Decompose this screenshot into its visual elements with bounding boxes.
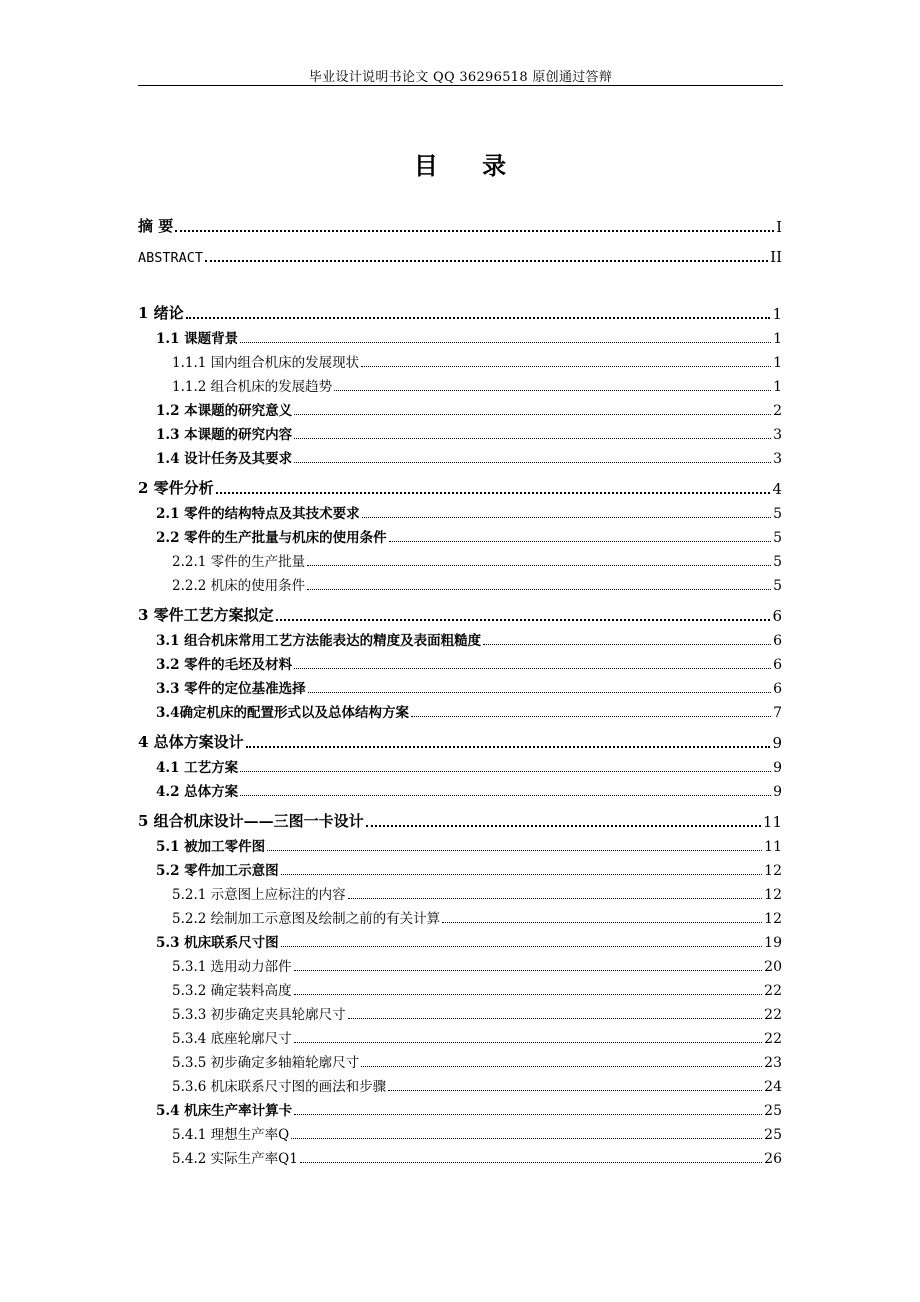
toc-entry-page: 22 <box>764 1031 782 1047</box>
toc-entry-page: 3 <box>773 427 782 443</box>
toc-entry[interactable] <box>156 931 782 951</box>
toc-entry[interactable] <box>156 677 782 697</box>
dot-leader <box>308 692 771 693</box>
toc-entry[interactable] <box>138 732 782 752</box>
page-title: 目 录 <box>413 151 525 180</box>
toc-entry[interactable] <box>172 883 782 903</box>
toc-entry[interactable] <box>138 478 782 498</box>
toc-entry[interactable] <box>172 1003 782 1023</box>
toc-entry-label: 2.1 零件的结构特点及其技术要求 <box>156 506 360 522</box>
toc-entry-page: 9 <box>772 734 782 752</box>
toc-entry-page: 12 <box>764 911 782 927</box>
toc-entry-page: 19 <box>764 935 782 951</box>
toc-entry-page: 6 <box>773 657 782 673</box>
toc-entry-label: 3 零件工艺方案拟定 <box>138 606 274 624</box>
toc-entry-page: 23 <box>764 1055 782 1071</box>
dot-leader <box>348 898 763 899</box>
toc-entry-page: 22 <box>764 983 782 999</box>
toc-entry-label: 2.2.1 零件的生产批量 <box>172 554 306 570</box>
dot-leader <box>442 922 762 923</box>
toc-entry-page: 6 <box>772 607 782 625</box>
dot-leader <box>294 462 771 463</box>
toc-entry-label: 5.3.6 机床联系尺寸图的画法和步骤 <box>172 1079 387 1095</box>
toc-entry-label: 5.3.1 选用动力部件 <box>172 959 292 975</box>
dot-leader <box>300 1162 762 1163</box>
toc-entry[interactable] <box>156 859 782 879</box>
toc-entry-label: 5.3.3 初步确定夹具轮廓尺寸 <box>172 1007 346 1023</box>
toc-entry-label: 5.2 零件加工示意图 <box>156 863 279 879</box>
toc-entry-page: 12 <box>764 863 782 879</box>
toc-entry[interactable] <box>156 835 782 855</box>
toc-entry-label: 1.4 设计任务及其要求 <box>156 451 293 467</box>
toc-entry-label: 4.2 总体方案 <box>156 784 239 800</box>
toc-entry-label: 3.3 零件的定位基准选择 <box>156 681 306 697</box>
dot-leader <box>361 366 771 367</box>
toc-entry-label: 3.4确定机床的配置形式以及总体结构方案 <box>156 705 409 721</box>
toc-entry-label: 2 零件分析 <box>138 479 214 497</box>
dot-leader <box>175 230 774 232</box>
toc-entry-label: 5.1 被加工零件图 <box>156 839 266 855</box>
toc-entry-label: 4.1 工艺方案 <box>156 760 239 776</box>
toc-entry-label: 1.1.2 组合机床的发展趋势 <box>172 379 333 395</box>
toc-entry[interactable] <box>172 1147 782 1167</box>
toc-entry-label: 1.1.1 国内组合机床的发展现状 <box>172 355 360 371</box>
toc-entry-page: 5 <box>773 554 782 570</box>
toc-entry-page: 22 <box>764 1007 782 1023</box>
toc-entry-label: 2.2.2 机床的使用条件 <box>172 578 306 594</box>
toc-entry-page: 11 <box>762 813 782 831</box>
toc-entry[interactable] <box>156 399 782 419</box>
toc-entry-label: 5.3.5 初步确定多轴箱轮廓尺寸 <box>172 1055 360 1071</box>
toc-entry[interactable] <box>172 1027 782 1047</box>
toc-entry[interactable] <box>172 1123 782 1143</box>
header-rule <box>138 85 783 86</box>
dot-leader <box>281 874 762 875</box>
toc-entry-page: 3 <box>773 451 782 467</box>
toc-entry-abstract-en[interactable] <box>138 246 782 266</box>
toc-entry-label: 5 组合机床设计——三图一卡设计 <box>138 812 364 830</box>
dot-leader <box>294 1114 762 1115</box>
toc-entry-page: 1 <box>773 355 782 371</box>
toc-entry-label: 3.1 组合机床常用工艺方法能表达的精度及表面粗糙度 <box>156 633 482 649</box>
dot-leader <box>334 390 771 391</box>
toc-entry[interactable] <box>172 907 782 927</box>
toc-entry-page: 24 <box>764 1079 782 1095</box>
toc-entry[interactable] <box>156 502 782 522</box>
dot-leader <box>411 716 771 717</box>
dot-leader <box>388 1090 762 1091</box>
dot-leader <box>205 260 768 262</box>
toc-entry-label: ABSTRACT <box>138 250 204 266</box>
toc-entry-abstract-cn[interactable] <box>138 216 782 236</box>
dot-leader <box>307 589 771 590</box>
toc-entry[interactable] <box>156 526 782 546</box>
toc-entry-label: 5.2.2 绘制加工示意图及绘制之前的有关计算 <box>172 911 441 927</box>
dot-leader <box>267 850 762 851</box>
dot-leader <box>240 771 771 772</box>
toc-entry-page: 4 <box>772 480 782 498</box>
dot-leader <box>291 1138 762 1139</box>
toc-entry-label: 1 绪论 <box>138 304 184 322</box>
toc-entry[interactable] <box>156 780 782 800</box>
toc-entry-page: 7 <box>773 705 782 721</box>
toc-entry-page: 12 <box>764 887 782 903</box>
dot-leader <box>307 565 771 566</box>
dot-leader <box>294 1042 763 1043</box>
toc-entry-page: 9 <box>773 784 782 800</box>
dot-leader <box>276 619 771 621</box>
dot-leader <box>240 795 771 796</box>
dot-leader <box>186 317 771 319</box>
toc-entry[interactable] <box>172 550 782 570</box>
toc-entry[interactable] <box>156 701 782 721</box>
toc-entry-page: II <box>770 248 782 266</box>
toc-entry-page: 5 <box>773 530 782 546</box>
dot-leader <box>389 541 771 542</box>
dot-leader <box>246 746 771 748</box>
toc-entry[interactable] <box>172 1051 782 1071</box>
toc-entry-label: 1.1 课题背景 <box>156 331 239 347</box>
toc-entry[interactable] <box>156 653 782 673</box>
toc-entry[interactable] <box>172 375 782 395</box>
toc-entry-page: 5 <box>773 506 782 522</box>
toc-entry-label: 5.4.1 理想生产率Q <box>172 1127 290 1143</box>
dot-leader <box>294 414 771 415</box>
dot-leader <box>366 825 761 827</box>
dot-leader <box>294 668 771 669</box>
toc-entry-label: 3.2 零件的毛坯及材料 <box>156 657 293 673</box>
toc-entry[interactable] <box>172 979 782 999</box>
toc-entry-label: 5.2.1 示意图上应标注的内容 <box>172 887 346 903</box>
toc-entry-page: 20 <box>764 959 782 975</box>
toc-entry-label: 5.3 机床联系尺寸图 <box>156 935 279 951</box>
toc-entry-label: 5.3.4 底座轮廓尺寸 <box>172 1031 292 1047</box>
toc-entry-page: 26 <box>764 1151 782 1167</box>
toc-entry-label: 摘 要 <box>138 217 174 235</box>
toc-entry-label: 1.3 本课题的研究内容 <box>156 427 293 443</box>
dot-leader <box>362 517 771 518</box>
toc-entry-label: 5.3.2 确定装料高度 <box>172 983 292 999</box>
toc-entry-page: 1 <box>773 331 782 347</box>
dot-leader <box>216 492 771 494</box>
toc-entry[interactable] <box>172 574 782 594</box>
dot-leader <box>240 342 771 343</box>
dot-leader <box>348 1018 763 1019</box>
toc-entry-label: 2.2 零件的生产批量与机床的使用条件 <box>156 530 387 546</box>
toc-entry[interactable] <box>138 605 782 625</box>
dot-leader <box>294 970 763 971</box>
toc-entry-page: 6 <box>773 633 782 649</box>
dot-leader <box>294 994 763 995</box>
dot-leader <box>294 438 771 439</box>
toc-entry[interactable] <box>156 447 782 467</box>
dot-leader <box>361 1066 762 1067</box>
toc-entry-page: 11 <box>764 839 782 855</box>
toc-entry[interactable] <box>156 327 782 347</box>
toc-entry[interactable] <box>172 1075 782 1095</box>
toc-entry-page: 5 <box>773 578 782 594</box>
toc-entry-label: 4 总体方案设计 <box>138 733 244 751</box>
toc-entry[interactable] <box>156 423 782 443</box>
toc-entry-page: 9 <box>773 760 782 776</box>
toc-entry-page: 1 <box>773 379 782 395</box>
toc-entry-page: 1 <box>772 305 782 323</box>
toc-entry-label: 1.2 本课题的研究意义 <box>156 403 293 419</box>
toc-entry-page: 25 <box>764 1127 782 1143</box>
toc-entry-page: 25 <box>764 1103 782 1119</box>
toc-entry-label: 5.4.2 实际生产率Q1 <box>172 1151 298 1167</box>
toc-entry[interactable] <box>172 351 782 371</box>
toc-entry[interactable] <box>138 811 782 831</box>
toc-entry-label: 5.4 机床生产率计算卡 <box>156 1103 293 1119</box>
toc-entry[interactable] <box>156 1099 782 1119</box>
dot-leader <box>281 946 762 947</box>
toc-entry-page: I <box>776 218 782 236</box>
toc-entry-page: 6 <box>773 681 782 697</box>
page-header: 毕业设计说明书论文 QQ 36296518 原创通过答辩 <box>308 70 613 85</box>
toc-entry-page: 2 <box>773 403 782 419</box>
toc-entry[interactable] <box>156 756 782 776</box>
toc-entry[interactable] <box>156 629 782 649</box>
dot-leader <box>483 644 771 645</box>
toc-entry[interactable] <box>138 303 782 323</box>
toc-entry[interactable] <box>172 955 782 975</box>
